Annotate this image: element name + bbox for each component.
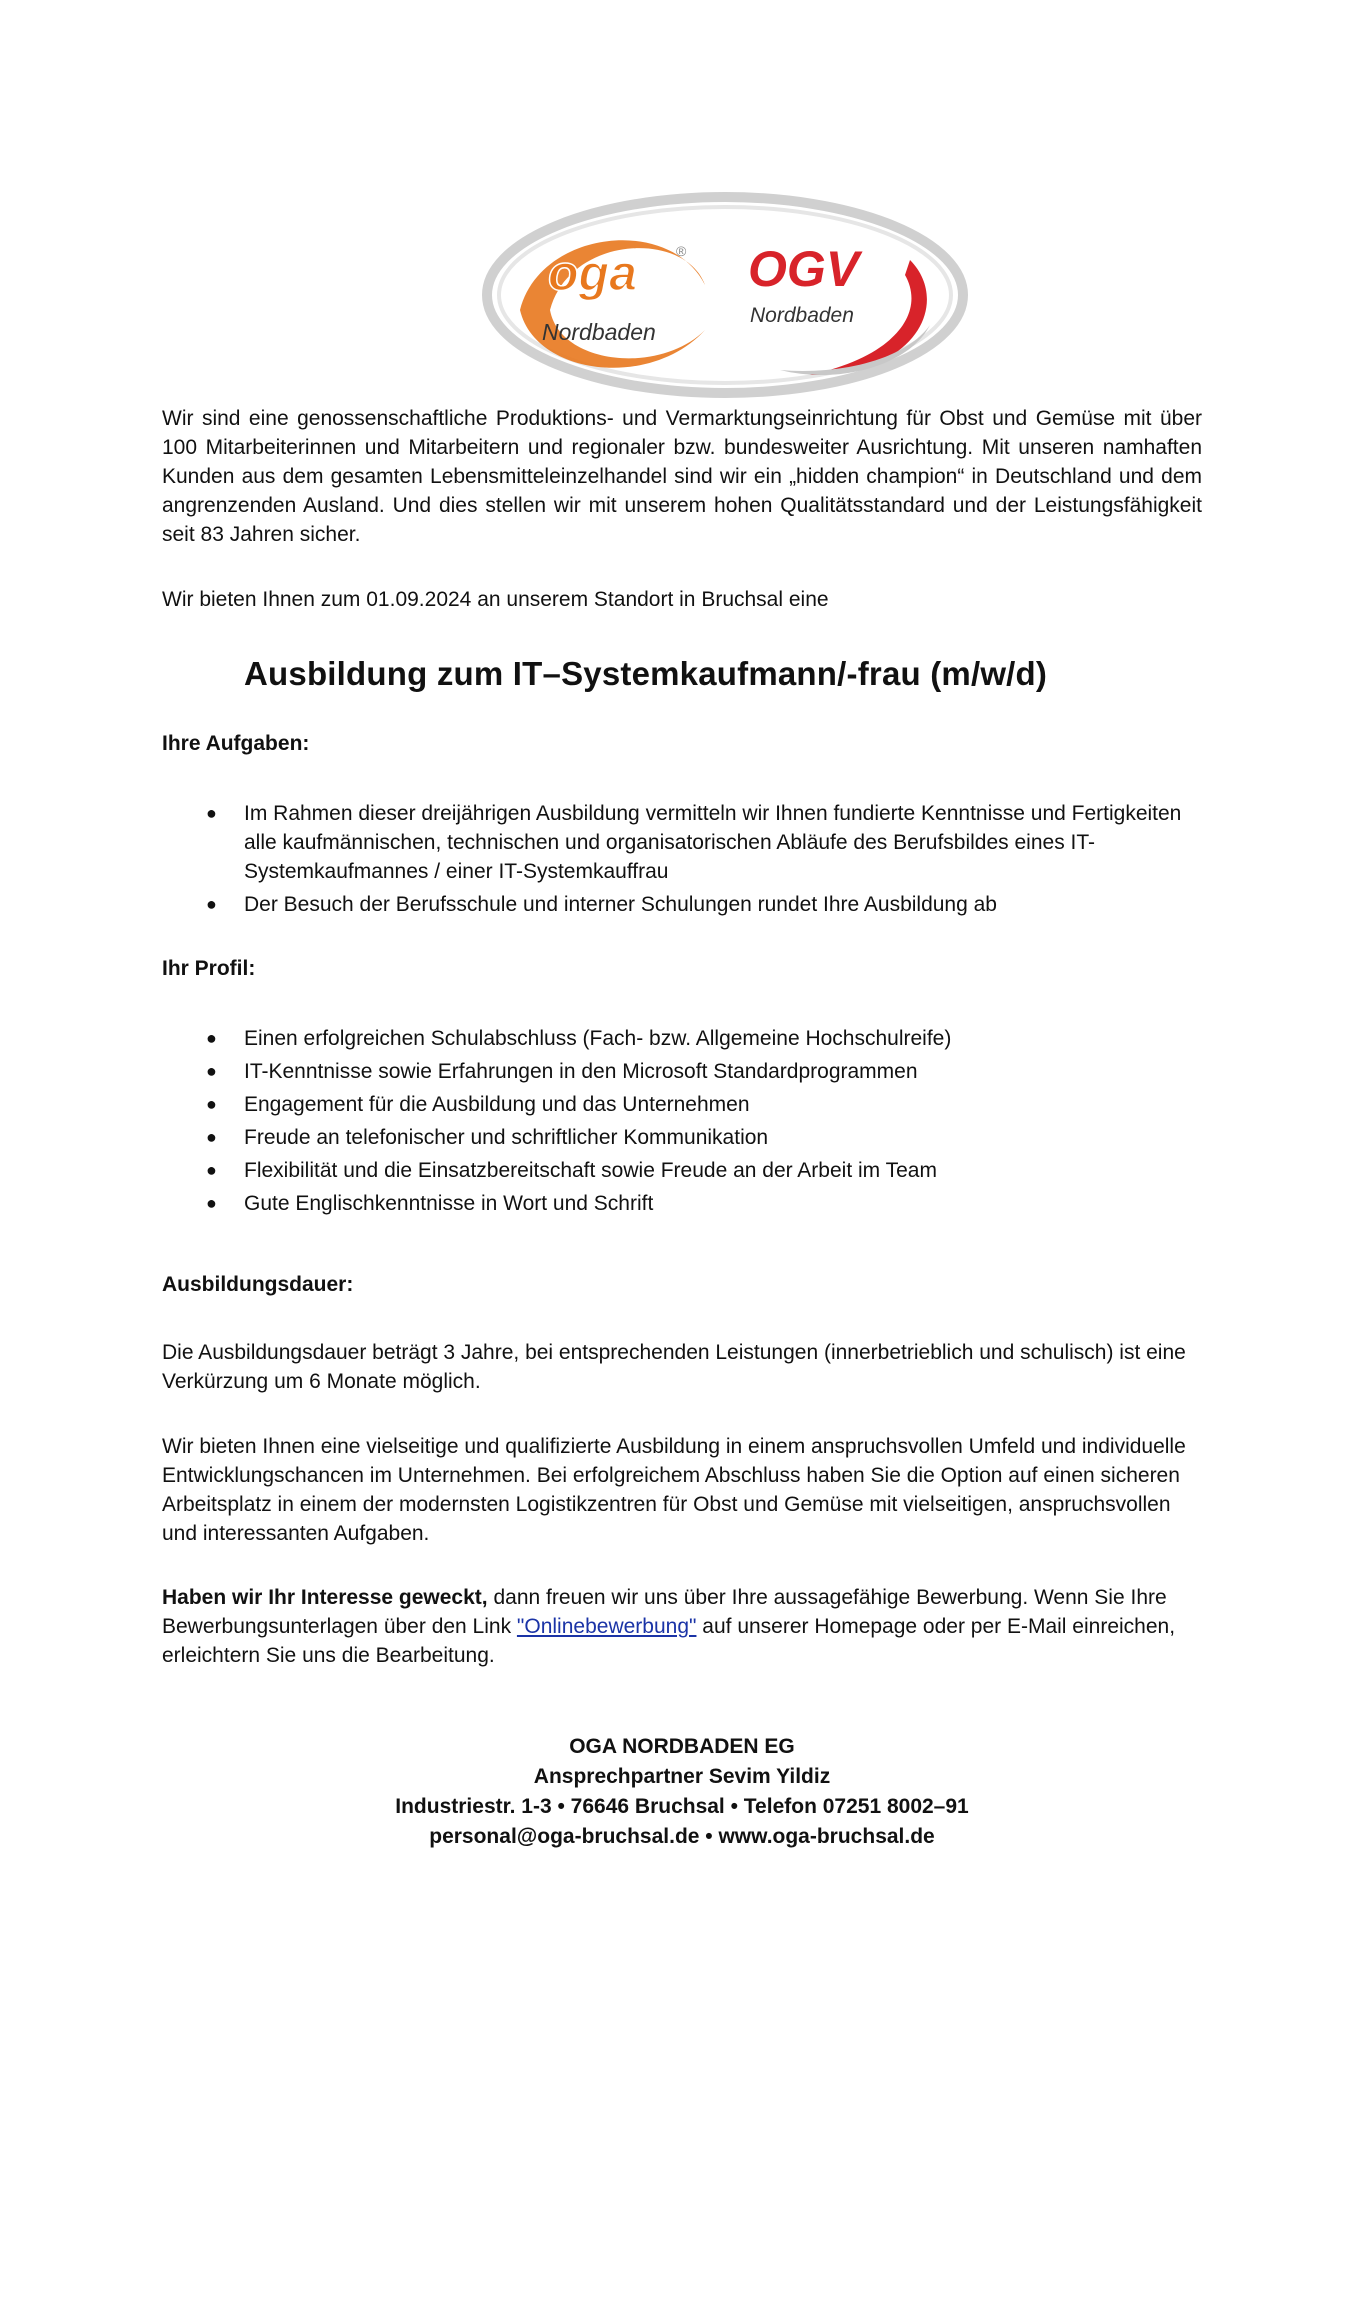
bullet-icon: ● — [206, 1061, 217, 1081]
profile-list — [162, 1024, 1182, 1222]
contact-person: Ansprechpartner Sevim Yildiz — [533, 1765, 831, 1788]
list-item: ● IT-Kenntnisse sowie Erfahrungen in den Microsoft Standardprogrammen — [162, 1057, 1182, 1086]
duration-text: Die Ausbildungsdauer beträgt 3 Jahre, bei entsprechenden Leistungen (innerbetrieblich und schulisch) ist eine Verkürzung um 6 Monate möglich. — [162, 1341, 1186, 1393]
bullet-icon: ● — [206, 1127, 217, 1147]
list-item: ● Der Besuch der Berufsschule und interner Schulungen rundet Ihre Ausbildung ab — [162, 890, 1182, 919]
bullet-icon: ● — [206, 803, 217, 823]
bullet-icon: ● — [206, 1193, 217, 1213]
company-logo — [480, 190, 970, 400]
duration-heading: Ausbildungsdauer: — [162, 1273, 354, 1296]
contact-footer — [162, 1732, 1202, 1852]
bullet-icon: ● — [206, 1094, 217, 1114]
bullet-icon: ● — [206, 1028, 217, 1048]
oga-wordmark: oga — [548, 245, 637, 301]
list-item: ● Gute Englischkenntnisse in Wort und Schrift — [162, 1189, 1182, 1218]
bullet-icon: ● — [206, 894, 217, 914]
profile-heading: Ihr Profil: — [162, 957, 256, 980]
list-item: ● Freude an telefonischer und schriftlicher Kommunikation — [162, 1123, 1182, 1152]
contact-web: personal@oga-bruchsal.de • www.oga-bruchsal.de — [429, 1825, 935, 1848]
offer-line: Wir bieten Ihnen zum 01.09.2024 an unserem Standort in Bruchsal eine — [162, 588, 829, 611]
bullet-icon: ● — [206, 1160, 217, 1180]
apply-paragraph — [162, 1583, 1202, 1670]
offer-paragraph: Wir bieten Ihnen eine vielseitige und qualifizierte Ausbildung in einem anspruchsvollen Umfeld und individuelle Entwicklungschancen im Unternehmen. Bei erfolgreichem Abschluss haben Sie die Option auf einen sicheren Arbeitsplatz in einem der modernsten Logistikzentren für Obst und Gemüse mit vielseitigen, anspruchsvollen und interessanten Aufgaben. — [162, 1435, 1186, 1545]
list-item: ● Einen erfolgreichen Schulabschluss (Fach- bzw. Allgemeine Hochschulreife) — [162, 1024, 1182, 1053]
ogv-subtitle: Nordbaden — [750, 304, 854, 327]
ogv-wordmark: OGV — [748, 241, 860, 297]
oga-subtitle: Nordbaden — [542, 319, 656, 345]
registered-mark: ® — [676, 243, 687, 259]
apply-lead: Haben wir Ihr Interesse geweckt, — [162, 1586, 488, 1609]
list-item: ● Flexibilität und die Einsatzbereitschaft sowie Freude an der Arbeit im Team — [162, 1156, 1182, 1185]
company-name: OGA NORDBADEN EG — [569, 1735, 795, 1758]
apply-text-1: dann freuen wir uns über Ihre aussagefähige Bewerbung. Wenn Sie Ihre Bewerbungsunterlagen über den Link — [162, 1586, 1167, 1638]
oga-ogv-logo — [480, 190, 970, 400]
online-application-link[interactable]: "Onlinebewerbung" — [516, 1615, 697, 1638]
tasks-heading: Ihre Aufgaben: — [162, 732, 310, 755]
intro-paragraph: Wir sind eine genossenschaftliche Produktions- und Vermarktungseinrichtung für Obst und Gemüse mit über 100 Mitarbeiterinnen und Mitarbeitern und regionaler bzw. bundesweiter Ausrichtung. Mit unseren namhaften Kunden aus dem gesamten Lebensmitteleinzelhandel sind wir ein „hidden champion“ in Deutschland und dem angrenzenden Ausland. Und dies stellen wir mit unserem hohen Qualitätsstandard und der Leistungsfähigkeit seit 83 Jahren sicher. — [162, 407, 1202, 546]
list-item: ● Im Rahmen dieser dreijährigen Ausbildung vermitteln wir Ihnen fundierte Kenntnisse und Fertigkeiten alle kaufmännischen, technischen und organisatorischen Abläufe des Berufsbildes eines IT-Systemkaufmannes / einer IT-Systemkauffrau — [162, 799, 1182, 886]
list-item: ● Engagement für die Ausbildung und das Unternehmen — [162, 1090, 1182, 1119]
tasks-list — [162, 799, 1182, 923]
company-address: Industriestr. 1-3 • 76646 Bruchsal • Telefon 07251 8002–91 — [395, 1795, 969, 1818]
job-title: Ausbildung zum IT–Systemkaufmann/-frau (m/w/d) — [244, 655, 1048, 692]
apply-text-2: auf unserer Homepage oder per E-Mail einreichen, erleichtern Sie uns die Bearbeitung. — [162, 1615, 1176, 1667]
